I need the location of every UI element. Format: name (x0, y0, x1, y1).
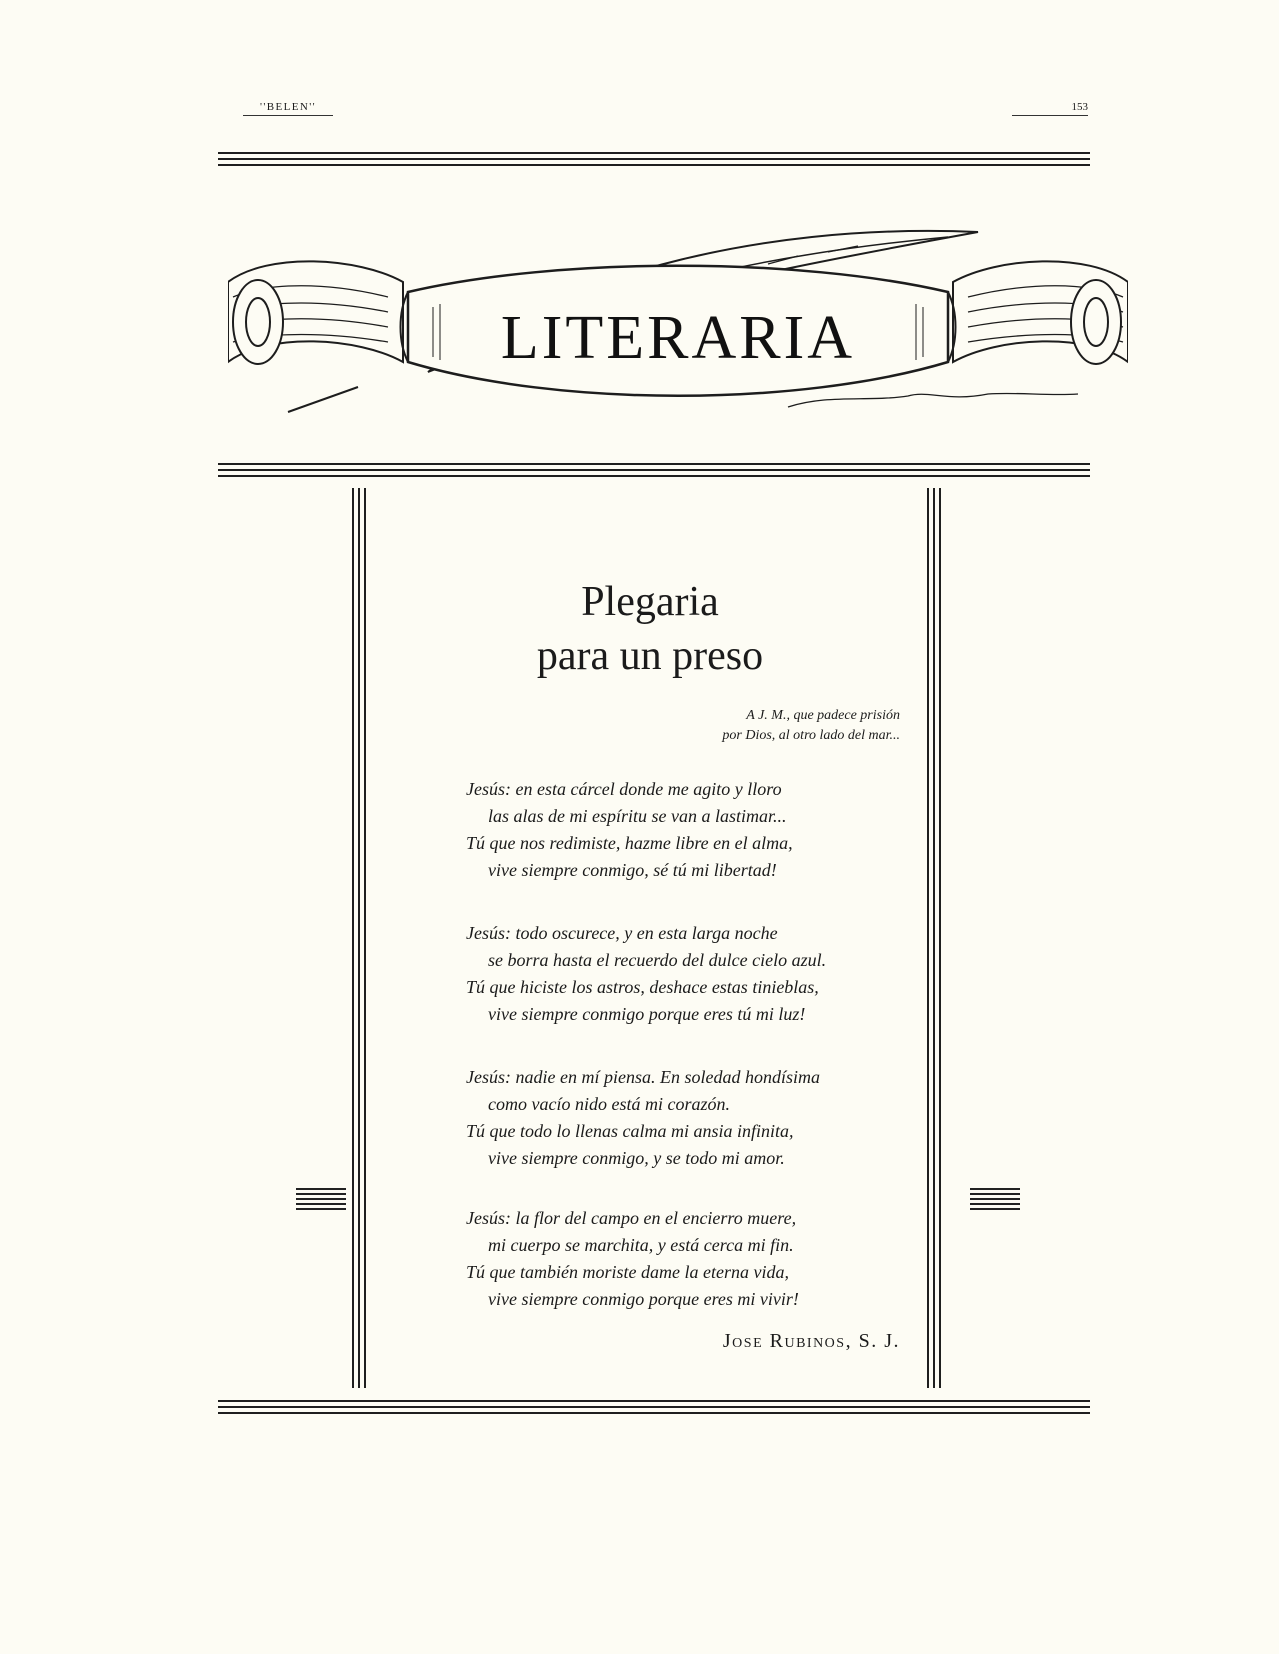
running-title: ''BELEN'' (243, 101, 333, 116)
stanza-1: Jesús: en esta cárcel donde me agito y lloro las alas de mi espíritu se van a lastimar... Tú que nos redimiste, hazme libre en el alma, vive siempre conmigo, sé tú mi libertad! (466, 779, 793, 880)
banner-label: LITERARIA (500, 304, 856, 372)
poem-author: Jose Rubinos, S. J. (722, 1330, 900, 1352)
poem-title: Plegaria (581, 579, 719, 625)
stanza-2: Jesús: todo oscurece, y en esta larga noche se borra hasta el recuerdo del dulce cielo azul. Tú que hiciste los astros, deshace estas tinieblas, vive siempre conmigo porque eres tú mi luz! (466, 923, 827, 1024)
top-rule (218, 152, 1090, 170)
literaria-banner-illustration (228, 212, 1128, 442)
left-frame-rule (352, 488, 366, 1388)
stanza-3: Jesús: nadie en mí piensa. En soledad hondísima como vacío nido está mi corazón. Tú que todo lo llenas calma mi ansia infinita, vive siempre conmigo, y se todo mi amor. (466, 1067, 820, 1168)
right-ornament-ticks (970, 1188, 1020, 1213)
stanza-4: Jesús: la flor del campo en el encierro muere, mi cuerpo se marchita, y está cerca mi fin. Tú que también moriste dame la eterna vida, vive siempre conmigo porque eres mi vivir! (466, 1208, 799, 1309)
bottom-rule (218, 1400, 1090, 1418)
poem-dedication: A J. M., que padece prisión por Dios, al otro lado del mar... (722, 708, 900, 743)
left-ornament-ticks (296, 1188, 346, 1213)
poem-subtitle: para un preso (536, 633, 764, 679)
page-number: 153 (1012, 101, 1088, 116)
banner-bottom-rule (218, 463, 1090, 481)
